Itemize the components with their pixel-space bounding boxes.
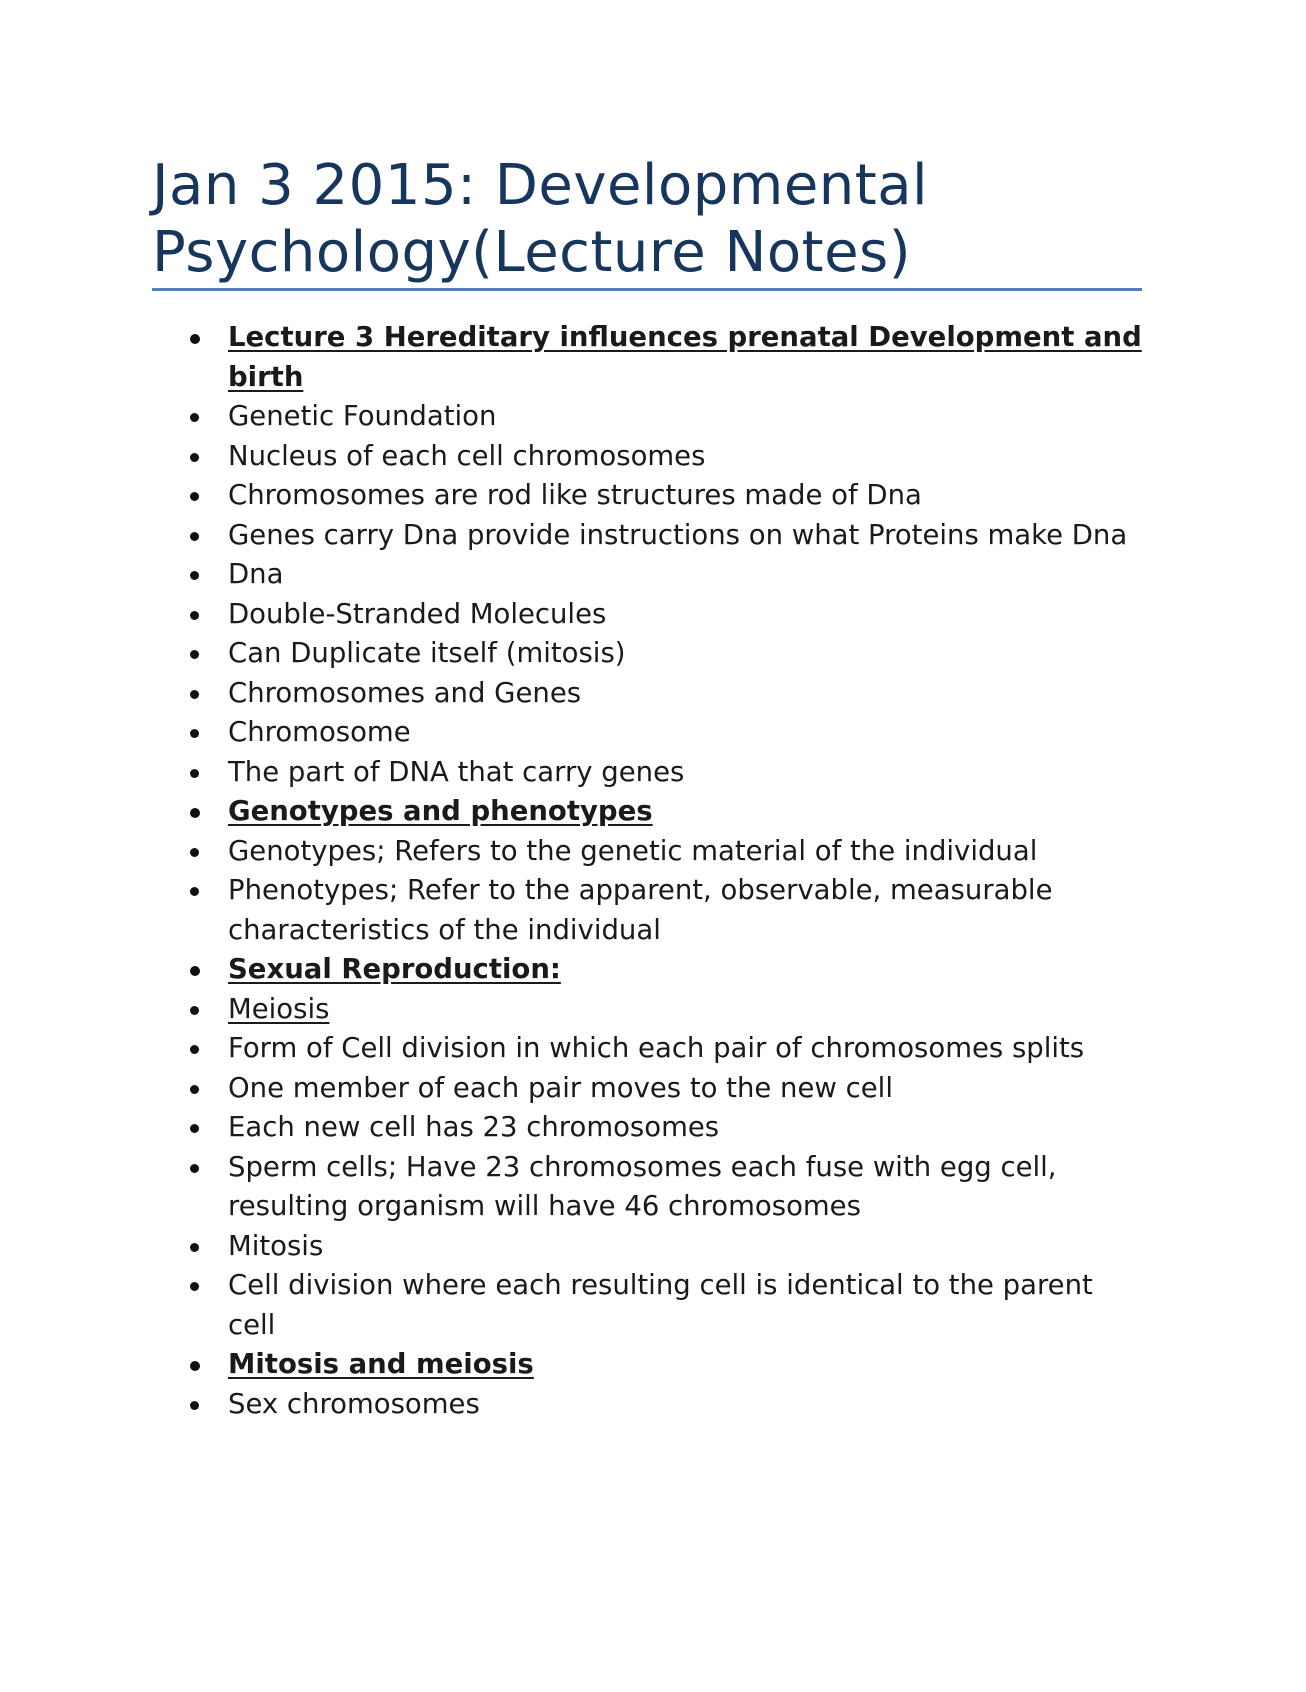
list-item [184,792,1144,832]
list-item [184,1385,1144,1425]
list-item-text: The part of DNA that carry genes [228,755,685,788]
title-underline-divider [152,288,1142,291]
list-item-text: Chromosomes are rod like structures made of Dna [228,479,922,511]
bullet-icon [190,334,200,344]
list-item-text: Chromosome [228,716,411,748]
section-heading-text: Lecture 3 Hereditary influences prenatal Development and birth [228,321,1142,393]
bullet-icon [190,848,199,857]
list-item [184,674,1144,714]
list-item [184,634,1144,674]
bullet-icon [190,453,199,462]
list-item [184,832,1144,872]
list-item [184,990,1144,1030]
list-item [184,1345,1144,1385]
list-item-text: Genotypes; Refers to the genetic material of the individual [228,834,1038,867]
bullet-icon [190,532,199,541]
list-item [184,516,1144,556]
list-item [184,753,1144,793]
bullet-icon [190,887,199,896]
list-item-text: Meiosis [228,992,330,1025]
list-item [184,1148,1144,1227]
section-heading-text: Genotypes and phenotypes [228,795,653,827]
bullet-icon [190,611,199,620]
list-item-text: Chromosomes and Genes [228,676,582,709]
list-item [184,595,1144,635]
list-item [184,397,1144,437]
bullet-icon [190,1282,199,1291]
bullet-icon [190,1361,200,1371]
list-item [184,555,1144,595]
bullet-icon [190,571,199,580]
list-item-text: Double-Stranded Molecules [228,597,607,630]
list-item [184,1227,1144,1267]
list-item [184,1069,1144,1109]
bullet-icon [190,1006,199,1015]
list-item-text: Genes carry Dna provide instructions on what Proteins make Dna [228,518,1128,551]
section-heading-text: Mitosis and meiosis [228,1348,534,1380]
list-item-text: One member of each pair moves to the new cell [228,1071,893,1104]
list-item-text: Cell division where each resulting cell is identical to the parent cell [228,1269,1093,1341]
bullet-icon [190,1124,199,1133]
bullet-icon [190,1243,199,1252]
section-heading-text: Sexual Reproduction: [228,953,561,985]
bullet-icon [190,1401,199,1410]
bullet-icon [190,690,199,699]
bullet-icon [190,413,199,422]
list-item-text: Genetic Foundation [228,400,497,432]
list-item [184,318,1144,397]
list-item [184,871,1144,950]
bullet-icon [190,966,200,976]
notes-bullet-list [184,318,1144,1424]
bullet-icon [190,1085,199,1094]
list-item-text: Phenotypes; Refer to the apparent, observable, measurable characteristics of the individual [228,874,1053,946]
list-item [184,1266,1144,1345]
list-item-text: Each new cell has 23 chromosomes [228,1111,720,1143]
bullet-icon [190,1045,199,1054]
list-item [184,713,1144,753]
list-item [184,1029,1144,1069]
list-item [184,950,1144,990]
page-title: Jan 3 2015: Developmental Psychology(Lecture Notes) [152,153,929,285]
list-item-text: Sperm cells; Have 23 chromosomes each fuse with egg cell, resulting organism will have 46 chromosomes [228,1150,1057,1222]
bullet-icon [190,808,200,818]
list-item-text: Mitosis [228,1229,324,1262]
bullet-icon [190,650,199,659]
list-item-text: Form of Cell division in which each pair of chromosomes splits [228,1032,1085,1064]
list-item-text: Dna [228,558,284,590]
bullet-icon [190,492,199,501]
bullet-icon [190,1164,199,1173]
list-item [184,1108,1144,1148]
list-item-text: Can Duplicate itself (mitosis) [228,637,626,669]
list-item [184,476,1144,516]
bullet-icon [190,769,199,778]
list-item [184,437,1144,477]
bullet-icon [190,729,199,738]
list-item-text: Nucleus of each cell chromosomes [228,439,706,472]
list-item-text: Sex chromosomes [228,1387,480,1420]
